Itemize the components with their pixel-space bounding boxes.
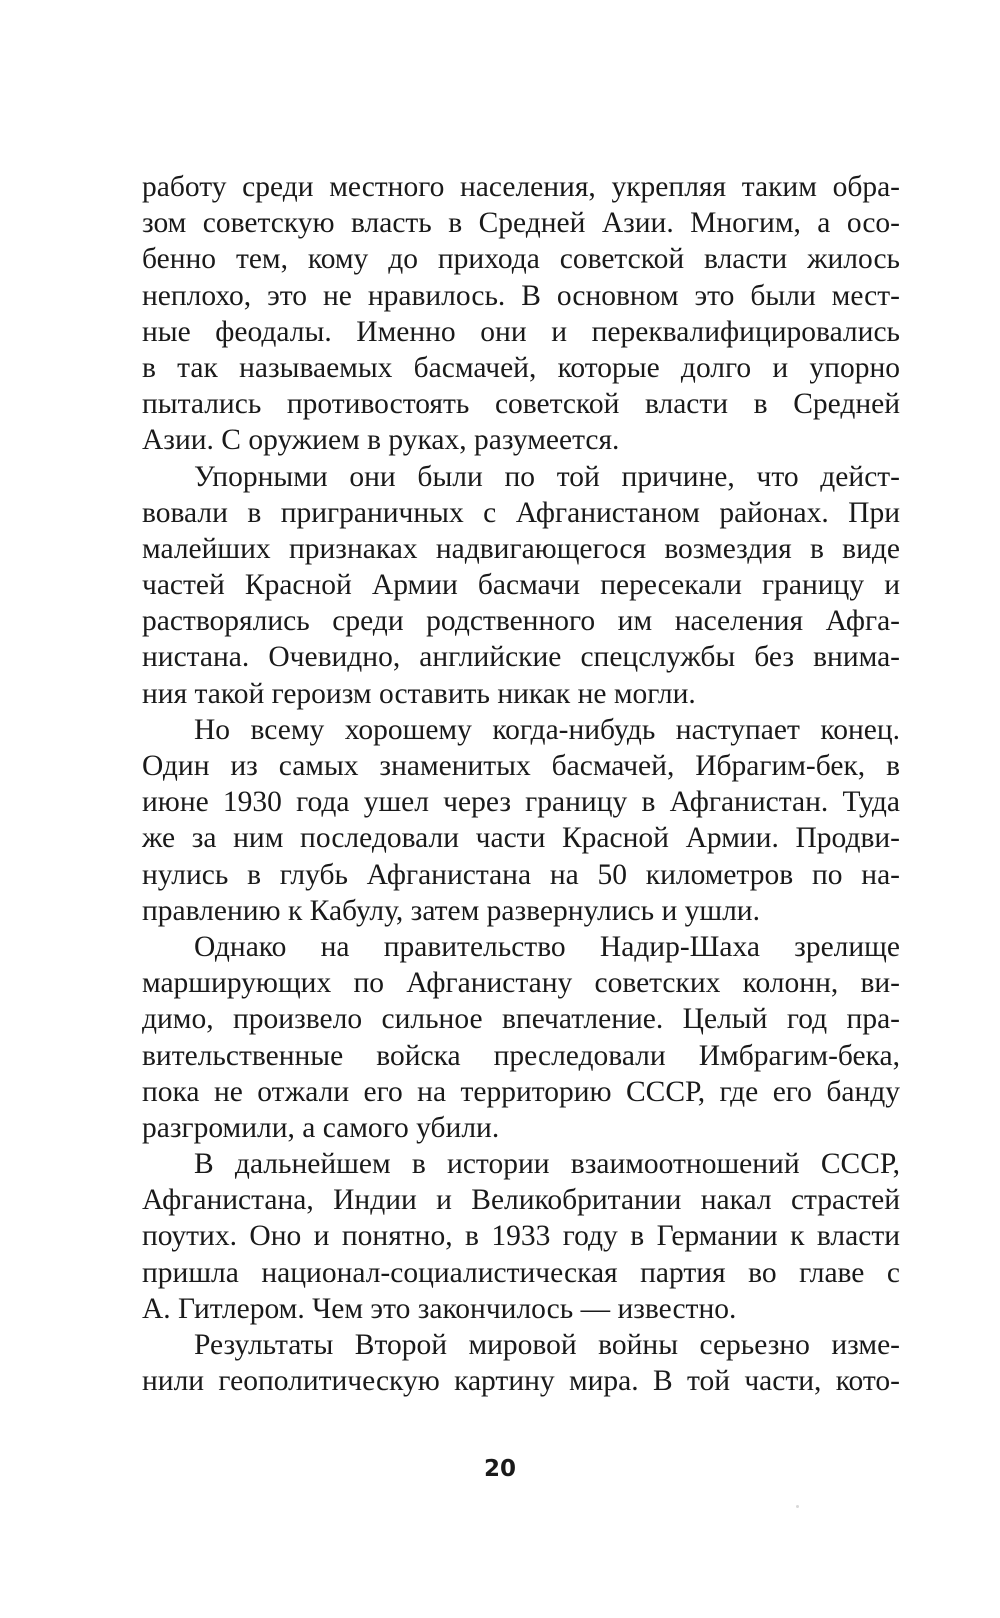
text-line: в так называемых басмачей, которые долго и упорно: [142, 351, 900, 384]
body-text: [142, 169, 900, 1399]
text-line: вовали в приграничных с Афганистаном районах. При: [142, 496, 900, 529]
text-line: частей Красной Армии басмачи пересекали границу и: [142, 569, 900, 602]
text-line: Упорными они были по той причине, что дейст-: [194, 460, 900, 493]
text-line: растворялись среди родственного им населения Афга-: [142, 605, 900, 638]
paragraph: [142, 459, 900, 712]
text-line: пытались противостоять советской власти в Средней: [142, 388, 900, 421]
page-number: 20: [483, 1456, 516, 1482]
text-line: нили геополитическую картину мира. В той части, кото-: [142, 1365, 900, 1398]
text-line: июне 1930 года ушел через границу в Афганистан. Туда: [142, 786, 900, 819]
text-line: Однако на правительство Надир-Шаха зрелище: [194, 930, 900, 963]
text-line: ные феодалы. Именно они и переквалифицировались: [142, 315, 900, 348]
paragraph: [142, 169, 900, 459]
text-line: А. Гитлером. Чем это закончилось — известно.: [142, 1292, 737, 1325]
paragraph: [142, 1327, 900, 1399]
text-line: же за ним последовали части Красной Армии. Продви-: [142, 822, 900, 855]
text-line: димо, произвело сильное впечатление. Целый год пра-: [142, 1003, 900, 1036]
text-line: пока не отжали его на территорию СССР, где его банду: [142, 1075, 900, 1108]
text-line: бенно тем, кому до прихода советской власти жилось: [142, 243, 900, 276]
text-line: правлению к Кабулу, затем развернулись и ушли.: [142, 894, 760, 927]
text-line: пришла национал-социалистическая партия во главе с: [142, 1256, 900, 1289]
text-line: малейших признаках надвигающегося возмездия в виде: [142, 532, 900, 565]
text-line: В дальнейшем в истории взаимоотношений СССР,: [194, 1148, 900, 1181]
text-line: Один из самых знаменитых басмачей, Ибрагим-бек, в: [142, 750, 900, 782]
text-line: работу среди местного населения, укрепляя таким обра-: [142, 171, 900, 203]
text-line: зом советскую власть в Средней Азии. Многим, а осо-: [142, 207, 900, 240]
text-line: вительственные войска преследовали Имбрагим-бека,: [142, 1039, 900, 1072]
text-line: нистана. Очевидно, английские спецслужбы без внима-: [142, 641, 900, 674]
text-line: Но всему хорошему когда-нибудь наступает конец.: [194, 713, 900, 746]
text-line: марширующих по Афганистану советских колонн, ви-: [142, 967, 900, 1000]
paragraph: [142, 1146, 900, 1327]
text-line: Результаты Второй мировой войны серьезно изме-: [194, 1329, 900, 1361]
paragraph: [142, 712, 900, 929]
text-line: разгромили, а самого убили.: [142, 1111, 500, 1144]
text-line: неплохо, это не нравилось. В основном это были мест-: [142, 279, 900, 312]
paragraph: [142, 929, 900, 1146]
text-line: Азии. С оружием в руках, разумеется.: [142, 424, 620, 457]
text-line: ния такой героизм оставить никак не могли.: [142, 677, 696, 710]
text-line: нулись в глубь Афганистана на 50 километров по на-: [142, 858, 900, 891]
scan-speck: [796, 1505, 799, 1508]
text-line: Афганистана, Индии и Великобритании накал страстей: [142, 1184, 900, 1217]
text-line: поутих. Оно и понятно, в 1933 году в Германии к власти: [142, 1220, 900, 1253]
